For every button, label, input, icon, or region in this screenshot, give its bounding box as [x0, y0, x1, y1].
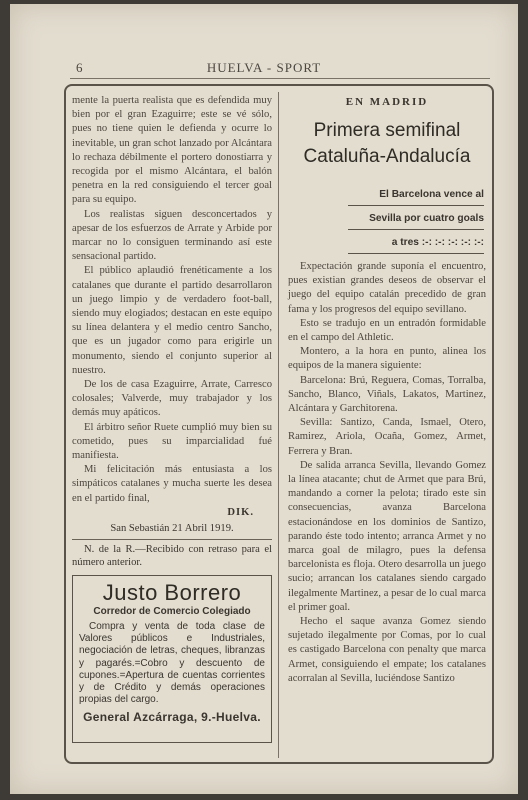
- subheadline: [348, 182, 484, 254]
- article-paragraph: El público aplaudió frenéticamente a los catalanes que durante el partido desarrollaron un juego limpio y de verdadero foot-ball, siendo muy elogiados; destacan en este equipo su línea delantera y el medio centro Sancho, que es un jugador como para erigirle un monumento, siendo el conjunto superior al nuestro.: [72, 265, 272, 376]
- ad-subtitle: Corredor de Comercio Colegiado: [93, 605, 251, 617]
- header-rule: [70, 78, 490, 79]
- page-number: 6: [76, 60, 83, 75]
- divider: [72, 539, 272, 540]
- content-frame: [64, 84, 494, 764]
- page-header: [10, 56, 518, 76]
- left-column: [72, 94, 272, 743]
- running-title: HUELVA - SPORT: [206, 60, 322, 75]
- article-paragraph: De los de casa Ezaguirre, Arrate, Carresco colosales; Valverde, muy trabajador y los demás muy apáticos.: [72, 379, 272, 419]
- article-paragraph: Mi felicitación más entusiasta a los simpáticos catalanes y mucha suerte les desea en el partido final,: [72, 464, 272, 504]
- author-signature: DIK.: [227, 506, 254, 518]
- article-paragraph: Hecho el saque avanza Gomez siendo sujetado ilegalmente por Comas, por lo cual es castigado Barcelona con penalty que marca Armet, consiguiendo el empate; los catalanes acorralan al Sevilla, luciéndose Santizo: [288, 616, 486, 684]
- article-paragraph: Esto se tradujo en un entradón formidable en el campo del Athletic.: [288, 317, 486, 344]
- headline-line-2: Cataluña-Andalucía: [303, 146, 471, 167]
- subhead-line: El Barcelona vence al: [348, 182, 484, 206]
- article-paragraph: Sevilla: Santizo, Canda, Ismael, Otero, Ramirez, Ariola, Ocaña, Gomez, Armet, Ferrera y Bran.: [288, 417, 486, 457]
- right-column: [288, 94, 486, 686]
- advertisement-box: [72, 575, 272, 743]
- article-paragraph: Barcelona: Brú, Reguera, Comas, Torralba, Sancho, Blanco, Viñals, Lakatos, Martinez, Alcántara y Garchitorena.: [288, 374, 486, 415]
- article-paragraph: Montero, a la hora en punto, alinea los equipos de la manera siguiente:: [288, 346, 486, 372]
- ad-address: General Azcárraga, 9.-Huelva.: [83, 710, 261, 725]
- dateline: San Sebastián 21 Abril 1919.: [110, 522, 234, 534]
- subhead-line: Sevilla por cuatro goals: [348, 206, 484, 230]
- editor-note: N. de la R.—Recibido con retraso para el número anterior.: [72, 543, 272, 568]
- article-paragraph: Expectación grande suponía el encuentro, pues existian grandes deseos de observar el juego del equipo catalán precedido de gran fama y los progresos del equipo sevillano.: [288, 261, 486, 315]
- ad-body: Compra y venta de toda clase de Valores públicos e Industriales, negociación de letras, cheques, libranzas y pagarés.=Cobro y descuento de cupones.=Apertura de cuentas corrientes y de Crédito y demás operaciones propias del cargo.: [79, 620, 265, 706]
- ad-business-name: Justo Borrero: [102, 579, 242, 605]
- subhead-line: a tres :-: :-: :-: :-: :-:: [348, 230, 484, 254]
- magazine-page: [10, 4, 518, 794]
- headline-line-1: Primera semifinal: [313, 120, 461, 141]
- article-paragraph: El árbitro señor Ruete cumplió muy bien su cometido, pues su imparcialidad fué manifiesta.: [72, 421, 272, 462]
- article-paragraph: mente la puerta realista que es defendida muy bien por el gran Ezaguirre; este se vé sólo, pues no tiene quien le defienda y ocurre lo inevitable, un gran schot lanzado por Alcántara lo rechaza débilmente el portero donostiarra y recogida por el mismo Alcántara, el balón penetra en la red consiguiendo el tercer goal para su equipo.: [72, 95, 272, 206]
- article-paragraph: Los realistas siguen desconcertados y apesar de los esfuerzos de Arrate y Arbide por marcar no lo consiguen terminando así este sensacional partido.: [72, 208, 272, 263]
- column-divider: [278, 92, 279, 758]
- section-kicker: EN MADRID: [345, 96, 429, 108]
- article-paragraph: De salida arranca Sevilla, llevando Gomez la línea atacante; chut de Armet que para Brú, mandando a corner la pelota; tirado este sin consecuencias, avanza Barcelona estacionándose en los dominios de Santizo, parando éste todo intento; arranca Armet y no marca goal de milagro, pues la defensa barcelonista es floja. Otero desarrolla un juego sucio; arrancan los catalanes siendo cargado ilegalmente Martinez, a pesar de lo cual marca el primer goal.: [288, 459, 486, 613]
